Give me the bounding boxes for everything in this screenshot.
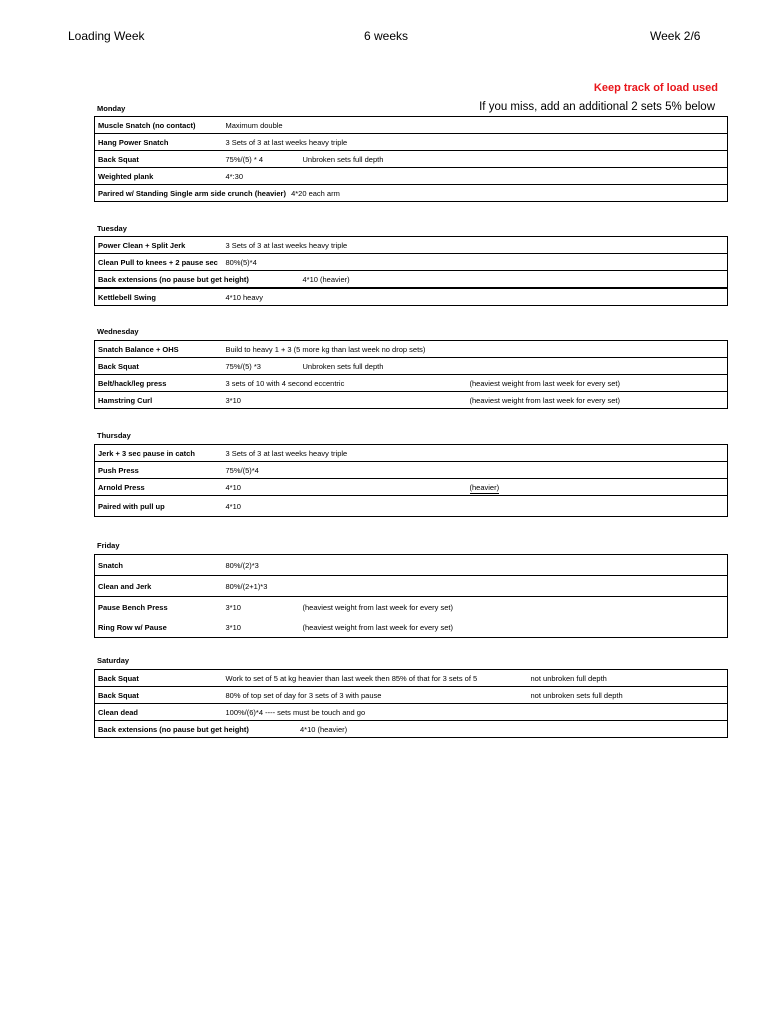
exercise-name: Hang Power Snatch [95,134,223,151]
exercise-note: (heaviest weight from last week for every set) [302,622,453,632]
exercise-name: Hamstring Curl [95,392,223,409]
exercise-name: Belt/hack/leg press [95,375,223,392]
exercise-prescription: Work to set of 5 at kg heavier than last week then 85% of that for 3 sets of 5 [225,673,478,683]
table-row [95,721,728,738]
table-row [95,375,728,392]
exercise-note: not unbroken full depth [530,673,607,683]
exercise-note: (heaviest weight from last week for every set) [467,375,728,392]
exercise-name: Pause Bench Press [95,597,223,618]
exercise-prescription: 3 Sets of 3 at last weeks heavy triple [225,448,348,458]
exercise-prescription [223,358,728,375]
exercise-note: not unbroken sets full depth [528,687,728,704]
exercise-prescription: 3 Sets of 3 at last weeks heavy triple [223,134,728,151]
table-row [95,597,728,618]
exercise-name: Jerk + 3 sec pause in catch [98,448,195,458]
table-row [95,496,728,517]
exercise-name: Back Squat [95,687,223,704]
table-row [95,134,728,151]
day-label-tuesday: Tuesday [97,224,127,233]
table-row [95,392,728,409]
exercise-name: Back Squat [95,151,223,168]
table-row [95,237,728,254]
exercise-prescription: 80% of top set of day for 3 sets of 3 with pause [223,687,528,704]
exercise-name: Arnold Press [95,479,223,496]
exercise-note: (heaviest weight from last week for every set) [300,597,728,618]
note-missed-sets: If you miss, add an additional 2 sets 5% below [479,101,715,113]
exercise-name: Back Squat [95,358,223,375]
exercise-name: Clean dead [95,704,223,721]
exercise-name: Clean and Jerk [95,576,223,597]
monday-table [94,116,728,202]
exercise-prescription: 3*10 [223,392,467,409]
exercise-prescription: 3*10 [223,597,300,618]
day-label-wednesday: Wednesday [97,327,139,336]
exercise-name: Ring Row w/ Pause [98,622,167,632]
table-row [95,271,728,289]
exercise-prescription: Maximum double [225,120,283,130]
exercise-prescription: 4*10 [223,496,728,517]
exercise-prescription: 4*10 [223,479,467,496]
day-label-thursday: Thursday [97,431,131,440]
exercise-name [95,185,728,202]
table-row [95,687,728,704]
exercise-prescription: 4*10 (heavier) [300,724,348,734]
day-label-monday: Monday [97,104,126,113]
heavier-note: (heavier) [469,482,500,492]
exercise-name-text: Parired w/ Standing Single arm side crunch (heavier) [98,188,286,198]
table-row [95,254,728,271]
wednesday-table [94,340,728,409]
header-week: Week 2/6 [650,29,701,43]
exercise-prescription: 4*10 heavy [223,288,728,306]
exercise-prescription: 80%(5)*4 [223,254,728,271]
table-row [95,341,728,358]
exercise-name: Snatch Balance + OHS [98,344,179,354]
table-row [95,462,728,479]
exercise-name: Weighted plank [95,168,223,185]
exercise-prescription: 100%/(6)*4 ---- sets must be touch and go [223,704,728,721]
table-row [95,617,728,638]
table-row [95,704,728,721]
header-duration: 6 weeks [364,29,409,43]
exercise-name: Back extensions (no pause but get height) [95,271,300,289]
table-row [95,670,728,687]
exercise-prescription: 3 sets of 10 with 4 second eccentric [223,375,467,392]
exercise-prescription: 80%/(2+1)*3 [223,576,728,597]
exercise-note: Unbroken sets full depth [302,361,384,371]
exercise-prescription: 3 Sets of 3 at last weeks heavy triple [225,240,348,250]
exercise-name: Clean Pull to knees + 2 pause sec [95,254,223,271]
exercise-prescription: 80%/(2)*3 [225,560,259,570]
exercise-name: Muscle Snatch (no contact) [98,120,196,130]
day-label-friday: Friday [97,541,120,550]
header-title: Loading Week [68,29,145,43]
table-row [95,151,728,168]
exercise-note: Unbroken sets full depth [300,151,728,168]
day-label-saturday: Saturday [97,656,130,665]
exercise-prescription: Build to heavy 1 + 3 (5 more kg than last week no drop sets) [225,344,426,354]
prescription-text: 75%/(5) *3 [225,361,261,371]
exercise-name: Power Clean + Split Jerk [98,240,186,250]
table-row [95,479,728,496]
table-row [95,555,728,576]
table-row [95,358,728,375]
exercise-name: Kettlebell Swing [95,288,223,306]
exercise-note: (heaviest weight from last week for every set) [467,392,728,409]
exercise-name [95,721,728,738]
table-row [95,445,728,462]
exercise-prescription: 75%/(5)*4 [223,462,728,479]
exercise-name: Back Squat [98,673,139,683]
exercise-note [467,479,728,496]
note-track-load: Keep track of load used [593,82,718,94]
table-row [95,576,728,597]
exercise-prescription: 4*20 each arm [291,188,340,198]
exercise-name-text: Back extensions (no pause but get height) [98,724,249,734]
table-row [95,185,728,202]
thursday-table [94,444,728,517]
exercise-prescription: 75%/(5) * 4 [223,151,300,168]
exercise-prescription: 4*:30 [223,168,728,185]
exercise-prescription: 4*10 (heavier) [300,271,728,289]
exercise-prescription: 3*10 [225,622,241,632]
tuesday-table [94,236,728,306]
table-row [95,288,728,306]
exercise-name: Paired with pull up [95,496,223,517]
exercise-name: Push Press [95,462,223,479]
friday-table [94,554,728,638]
saturday-table [94,669,728,738]
exercise-name: Snatch [98,560,124,570]
table-row [95,117,728,134]
table-row [95,168,728,185]
